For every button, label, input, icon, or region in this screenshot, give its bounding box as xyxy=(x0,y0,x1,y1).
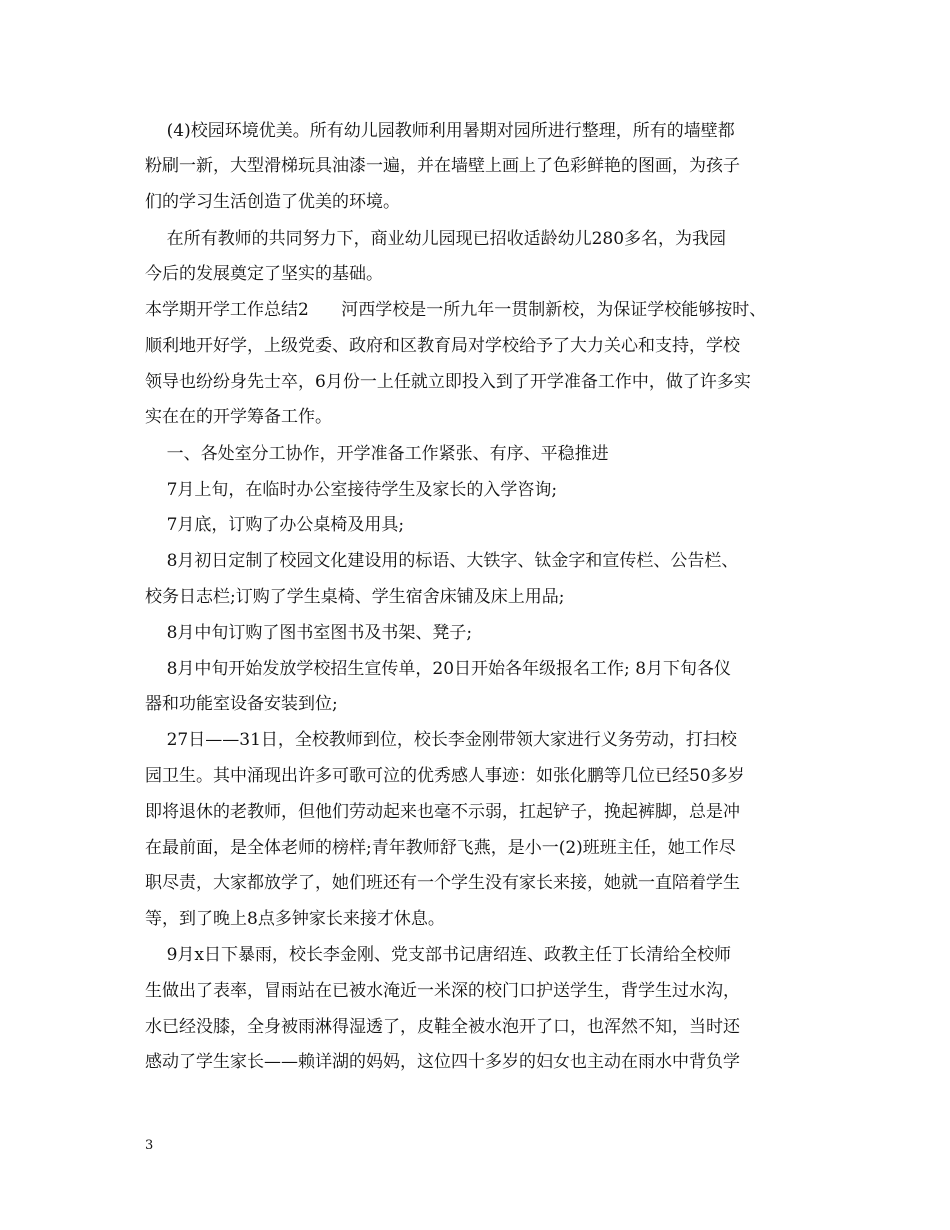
text-line: 生做出了表率，冒雨站在已被水淹近一米深的校门口护送学生，背学生过水沟， xyxy=(145,981,740,1001)
text-line: (4)校园环境优美。所有幼儿园教师利用暑期对园所进行整理，所有的墙壁都 xyxy=(145,121,735,141)
text-line: 等，到了晚上8点多钟家长来接才休息。 xyxy=(145,909,445,929)
page-number: 3 xyxy=(145,1138,154,1153)
text-line: 即将退休的老教师，但他们劳动起来也毫不示弱，扛起铲子，挽起裤脚，总是冲 xyxy=(145,802,740,822)
text-line: 园卫生。其中涌现出许多可歌可泣的优秀感人事迹：如张化鹏等几位已经50多岁 xyxy=(145,766,745,786)
text-line: 8月中旬开始发放学校招生宣传单，20日开始各年级报名工作; 8月下旬各仪 xyxy=(145,659,732,679)
text-line: 职尽责，大家都放学了，她们班还有一个学生没有家长来接，她就一直陪着学生 xyxy=(145,873,740,893)
text-line: 领导也纷纷身先士卒，6月份一上任就立即投入到了开学准备工作中，做了许多实 xyxy=(145,372,751,392)
text-line: 8月初日定制了校园文化建设用的标语、大铁字、钛金字和宣传栏、公告栏、 xyxy=(145,551,739,571)
text-line: 7月底，订购了办公桌椅及用具; xyxy=(145,515,405,535)
text-line: 在所有教师的共同努力下，商业幼儿园现已招收适龄幼儿280多名，为我园 xyxy=(145,229,727,249)
text-line: 顺利地开好学，上级党委、政府和区教育局对学校给予了大力关心和支持，学校 xyxy=(145,336,740,356)
text-line: 27日——31日，全校教师到位，校长李金刚带领大家进行义务劳动，打扫校 xyxy=(145,730,737,750)
text-line: 今后的发展奠定了坚实的基础。 xyxy=(145,264,383,284)
text-line: 水已经没膝，全身被雨淋得湿透了，皮鞋全被水泡开了口，也浑然不知，当时还 xyxy=(145,1017,740,1037)
text-line: 校务日志栏;订购了学生桌椅、学生宿舍床铺及床上用品; xyxy=(145,587,565,607)
text-line: 们的学习生活创造了优美的环境。 xyxy=(145,192,400,212)
text-line: 实在在的开学筹备工作。 xyxy=(145,407,332,427)
text-line: 8月中旬订购了图书室图书及书架、凳子; xyxy=(145,623,473,643)
section-heading-line: 本学期开学工作总结2 河西学校是一所九年一贯制新校，为保证学校能够按时、 xyxy=(145,300,767,320)
text-line: 9月x日下暴雨，校长李金刚、党支部书记唐绍连、政教主任丁长清给全校师 xyxy=(145,945,732,965)
text-line: 感动了学生家长——赖详湖的妈妈，这位四十多岁的妇女也主动在雨水中背负学 xyxy=(145,1052,740,1072)
text-line: 7月上旬，在临时办公室接待学生及家长的入学咨询; xyxy=(145,480,558,500)
text-line: 在最前面，是全体老师的榜样;青年教师舒飞燕，是小一(2)班班主任，她工作尽 xyxy=(145,838,736,858)
text-line: 器和功能室设备安装到位; xyxy=(145,694,338,714)
text-line: 一、各处室分工协作，开学准备工作紧张、有序、平稳推进 xyxy=(145,444,609,464)
text-line: 粉刷一新，大型滑梯玩具油漆一遍，并在墙壁上画上了色彩鲜艳的图画，为孩子 xyxy=(145,156,740,176)
